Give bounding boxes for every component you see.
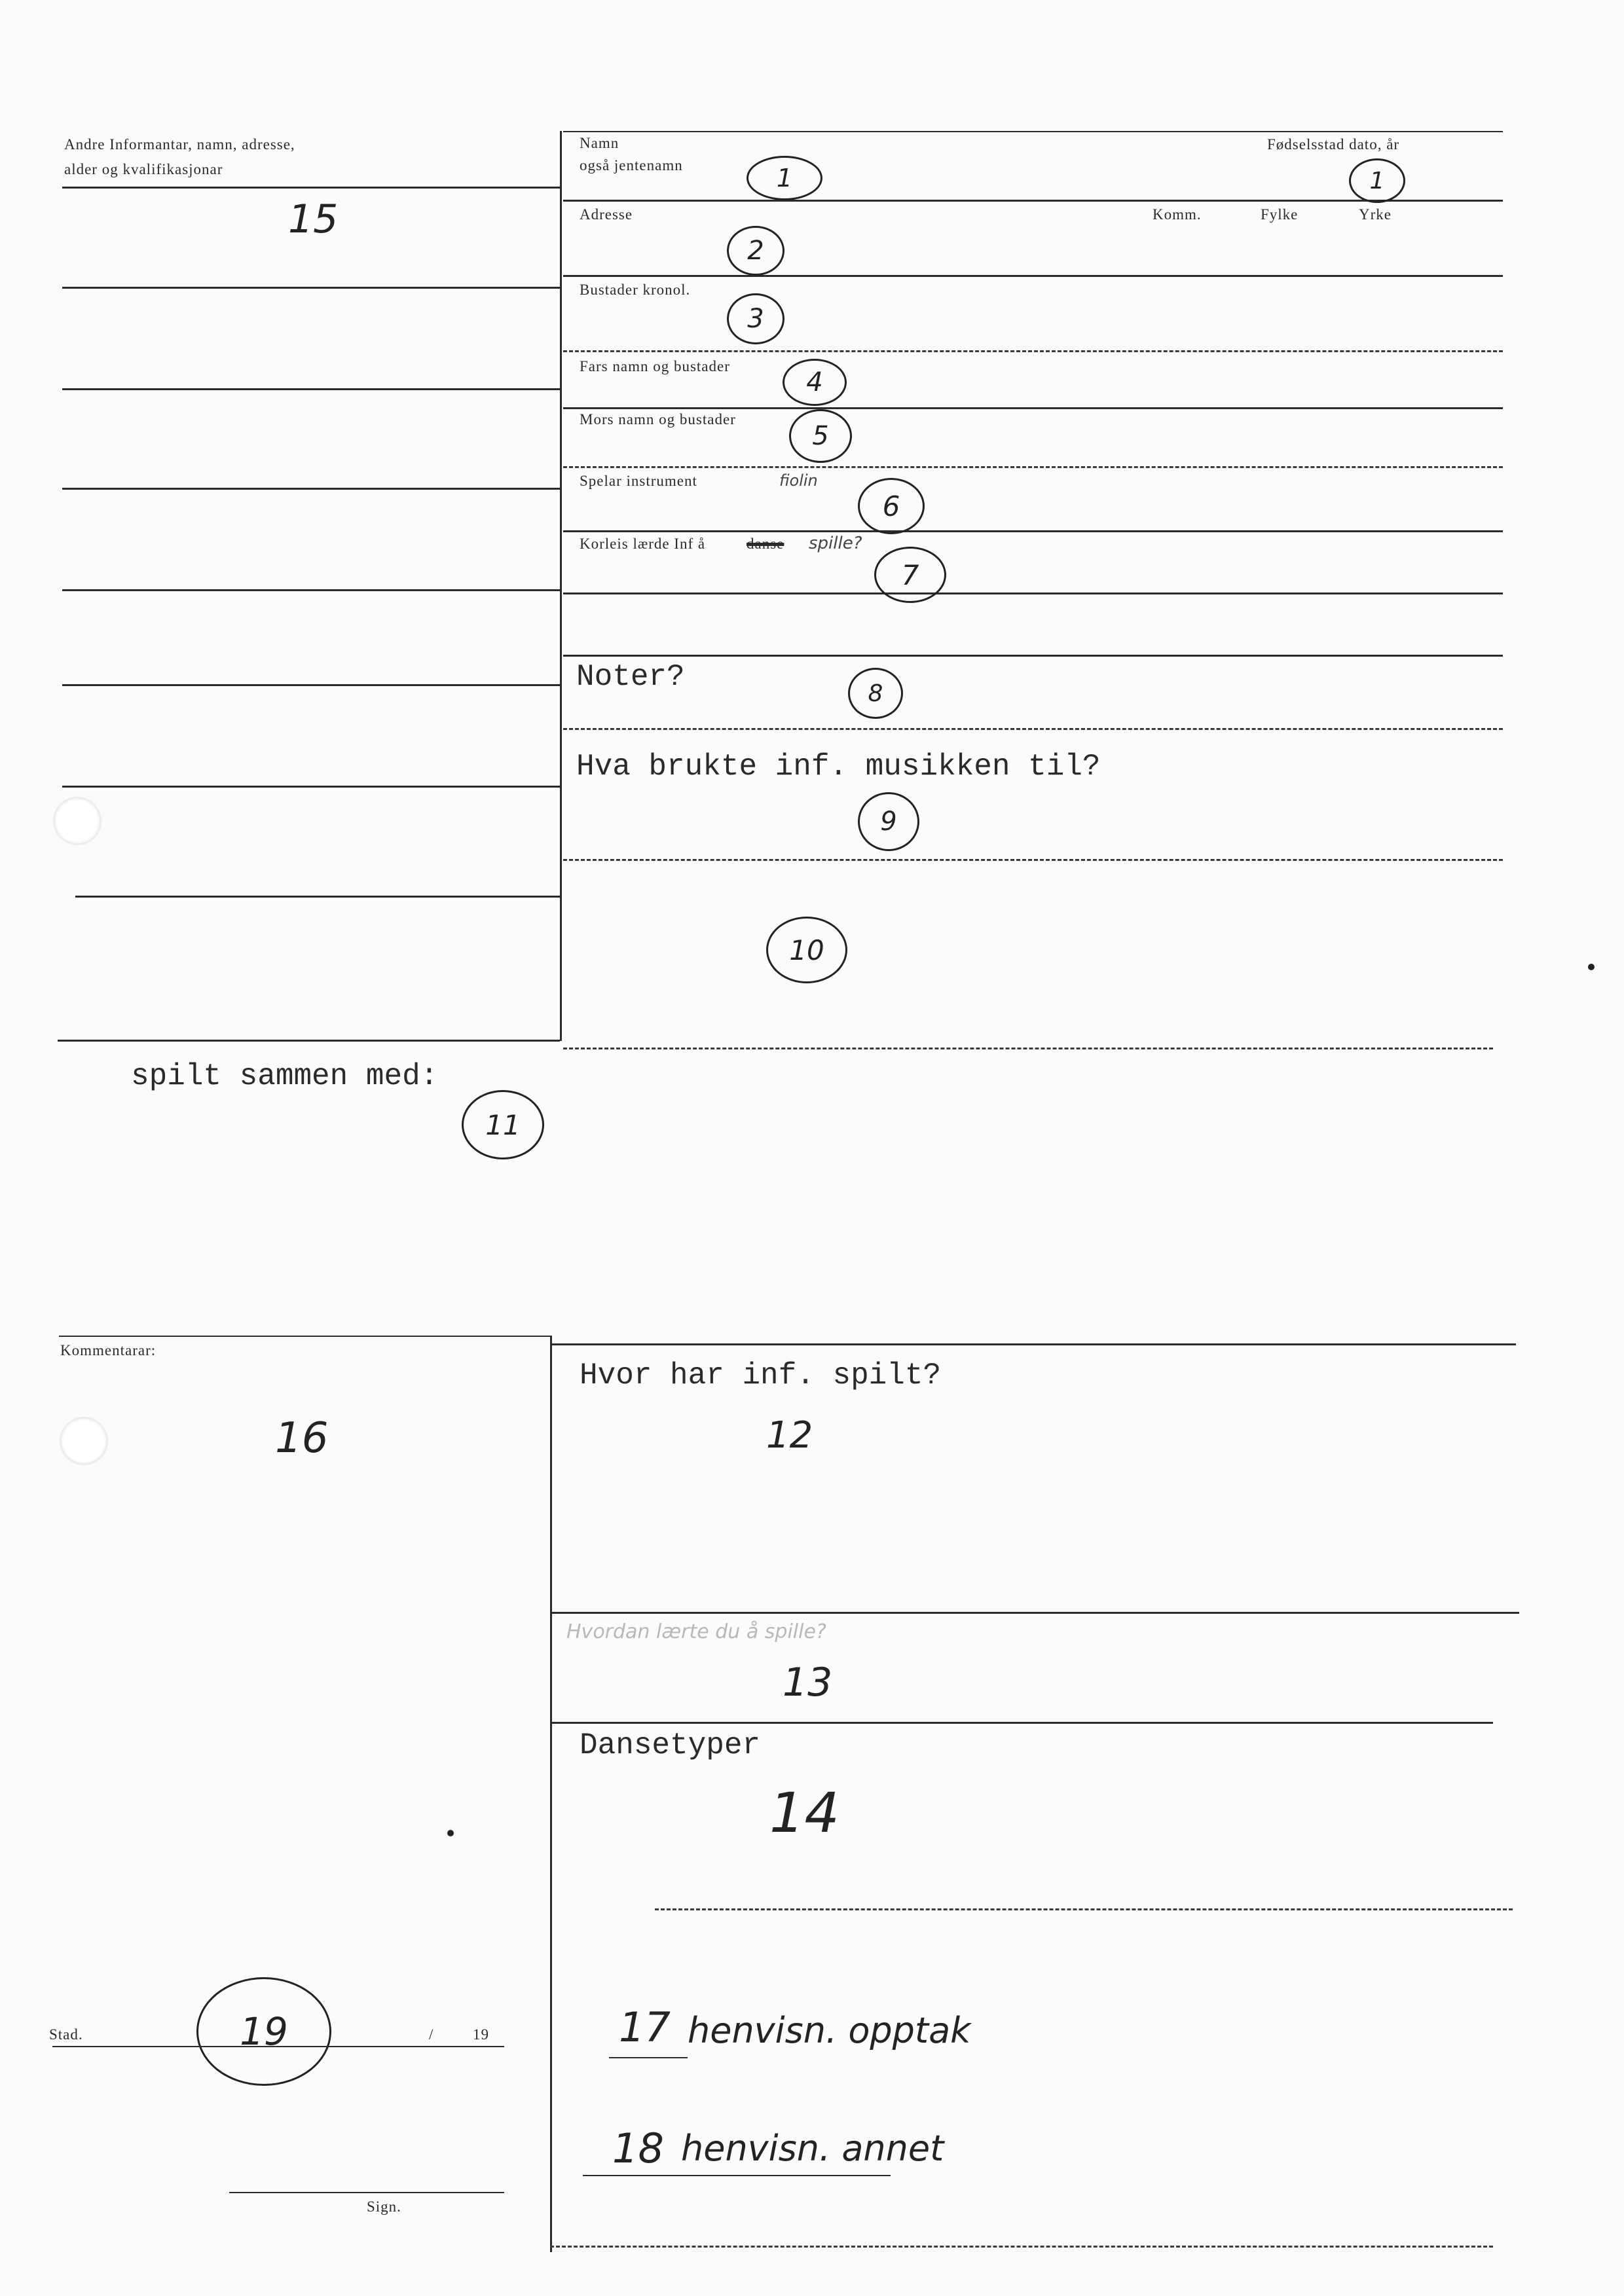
note-17-underline [609,2057,688,2058]
left-rule-6 [62,684,560,686]
right-rule-mors [563,466,1503,468]
left-rule-3 [62,388,560,390]
korleis-laerde-label: Korleis lærde Inf å [580,536,706,552]
left-rule-2 [62,287,560,289]
korleis-laerde-handwritten: spille? [809,534,862,553]
note-18-underline [583,2175,891,2176]
ogsa-jentenamn-label: også jentenamn [580,157,683,173]
circled-number-noter: 8 [848,668,903,719]
circled-number-stad: 19 [196,1977,331,2086]
circled-number-mors: 5 [789,409,852,463]
left-panel-annotation-15: 15 [288,196,339,242]
note-18-text: henvisn. annet [681,2128,944,2169]
adresse-label: Adresse [580,206,633,223]
bottom-rule-top-right [550,1343,1516,1345]
fylke-label: Fylke [1261,206,1299,223]
circled-number-bustader: 3 [727,293,784,344]
circled-number-fodselsstad: 1 [1349,158,1405,203]
lower-right-rule-2 [550,1722,1493,1724]
fodselsstad-label: Fødselsstad dato, år [1267,136,1400,153]
kommentarar-label: Kommentarar: [60,1342,157,1358]
right-rule-noter [563,728,1503,730]
speck-left-bottom [447,1830,454,1836]
lower-right-rule-1 [550,1612,1519,1614]
circled-number-instrument: 6 [858,478,925,534]
circled-number-adresse: 2 [727,226,784,276]
bottom-rule-top-left [59,1336,550,1337]
top-column-divider [560,131,562,1041]
date-year: 19 [473,2026,489,2043]
korleis-laerde-struck-word: danse [747,536,784,552]
speck-right-margin [1588,964,1595,970]
bustader-kronol-label: Bustader kronol. [580,282,691,298]
spelar-instrument-handwritten: fiolin [779,471,818,490]
noter-question: Noter? [576,660,685,694]
hvor-har-inf-spilt-question: Hvor har inf. spilt? [580,1358,942,1393]
left-rule-4 [62,488,560,490]
dansetyper-label: Dansetyper [580,1728,761,1762]
musikken-til-question: Hva brukte inf. musikken til? [576,750,1101,784]
note-18-number: 18 [612,2124,664,2172]
right-rule-instrument [563,530,1503,532]
lower-right-rule-3 [655,1908,1513,1910]
circled-number-fars: 4 [783,359,847,406]
punch-hole-top [54,797,101,845]
right-rule-laerde [563,592,1503,594]
right-rule-musikken [563,859,1503,861]
kommentarar-annotation-16: 16 [275,1414,329,1463]
left-rule-8 [75,896,560,898]
left-rule-1 [62,187,560,189]
spelar-instrument-label: Spelar instrument [580,473,697,489]
stad-line [52,2046,504,2047]
yrke-label: Yrke [1359,206,1392,223]
stad-label: Stad. [49,2026,83,2043]
right-rule-fars [563,407,1503,409]
sign-line [229,2192,504,2193]
right-rule-spacer [563,655,1503,657]
right-rule-bottom [563,1048,1493,1049]
komm-label: Komm. [1153,206,1202,223]
faint-handwritten-question: Hvordan lærte du å spille? [566,1620,826,1643]
alder-kvalifikasjonar-label: alder og kvalifikasjonar [64,161,223,177]
sign-label: Sign. [367,2198,401,2215]
circled-number-namn: 1 [747,156,822,200]
date-slash: / [429,2026,434,2043]
left-rule-5 [62,589,560,591]
bottom-column-divider [550,1336,552,2252]
bottom-rule-end [550,2246,1493,2248]
note-17-text: henvisn. opptak [688,2010,971,2051]
namn-label: Namn [580,135,619,151]
right-rule-adresse [563,275,1503,277]
punch-hole-bottom [60,1417,107,1465]
andre-informantar-label: Andre Informantar, namn, adresse, [64,136,295,153]
circled-number-laerde: 7 [874,547,946,603]
spilt-sammen-med-label: spilt sammen med: [131,1059,439,1093]
dansetyper-annotation-14: 14 [769,1781,840,1845]
right-rule-bustader [563,350,1503,352]
mors-namn-label: Mors namn og bustader [580,411,736,428]
circled-number-spilt-sammen: 11 [462,1090,544,1159]
circled-number-musikken: 9 [858,792,919,851]
circled-number-faint-field: 10 [766,917,847,983]
left-rule-bottom [58,1040,560,1042]
right-rule-namn [563,200,1503,202]
left-rule-7 [62,786,560,788]
right-rule-top [563,131,1503,132]
note-17-number: 17 [619,2003,671,2051]
faint-field-annotation-13: 13 [783,1660,833,1705]
fars-namn-label: Fars namn og bustader [580,358,730,374]
hvor-annotation-12: 12 [766,1414,813,1457]
